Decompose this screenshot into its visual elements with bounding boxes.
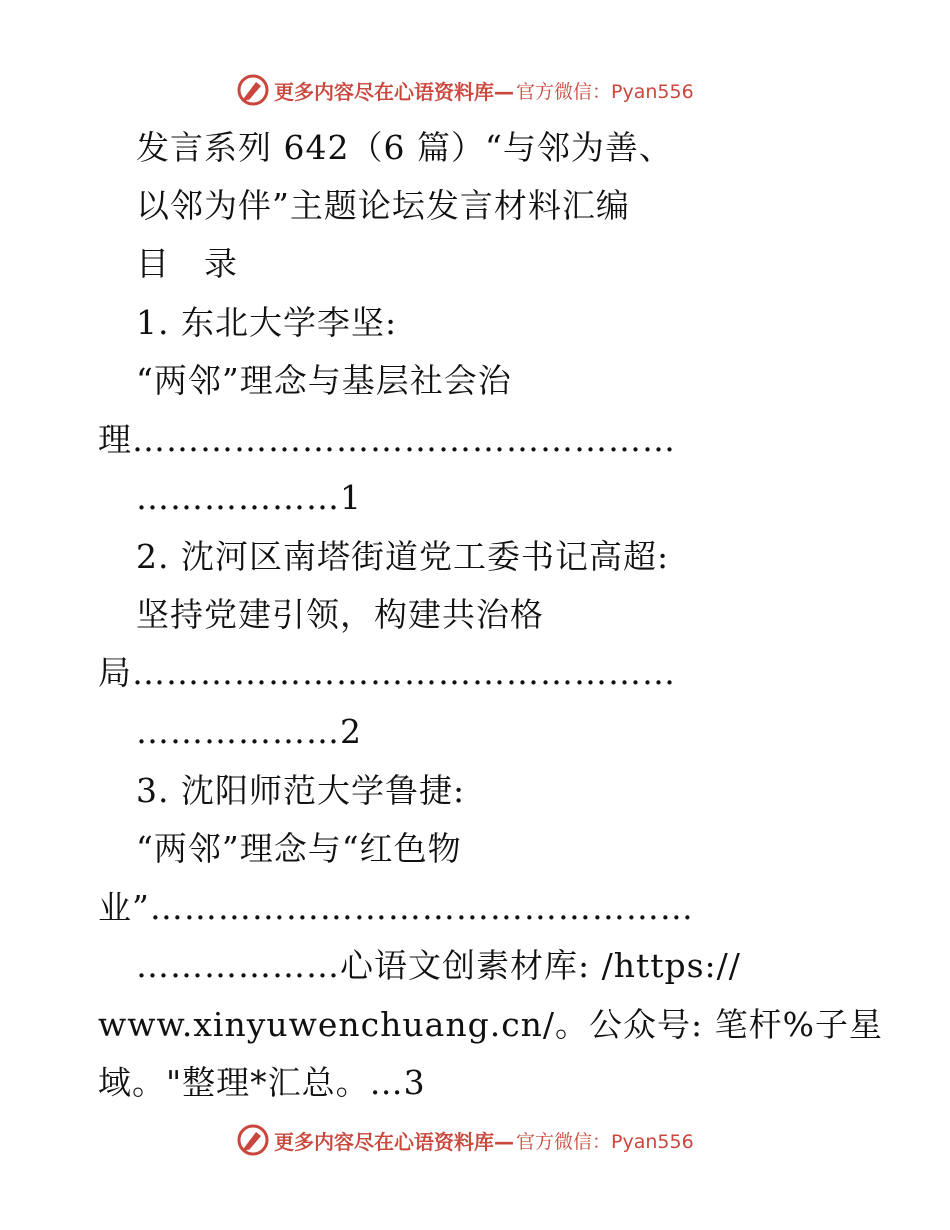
watermark-text: 更多内容尽在心语资料库— [274,1129,514,1154]
toc-item-2-heading: 2. 沈河区南塔街道党工委书记高超: [136,537,670,576]
doc-title-line-1: 发言系列 642（6 篇）“与邻为善、 [136,128,673,167]
toc-item-2-page: ………………2 [136,712,362,751]
pen-logo-icon [236,73,270,107]
toc-item-1-page: ………………1 [136,478,362,517]
toc-item-3-title: “两邻”理念与“红色物 [136,829,462,868]
pen-logo-icon [236,1123,270,1157]
toc-item-2-title-tail: 局………………………………………… [98,653,676,692]
toc-item-3-extra-1: www.xinyuwenchuang.cn/。公众号: 笔杆%子星 [98,1005,884,1044]
toc-item-1-title-tail: 理………………………………………… [98,420,676,459]
toc-item-1-title: “两邻”理念与基层社会治 [136,361,512,400]
watermark-contact: 官方微信：Pyan556 [516,80,694,103]
watermark-text: 更多内容尽在心语资料库— [274,79,514,104]
doc-title-line-2: 以邻为伴”主题论坛发言材料汇编 [136,186,630,225]
toc-item-3-title-tail: 业”………………………………………… [98,888,694,927]
toc-item-2-title: 坚持党建引领，构建共治格 [136,595,544,634]
toc-item-3-extra-2: 域。"整理*汇总。…3 [98,1063,426,1102]
watermark-contact: 官方微信：Pyan556 [516,1130,694,1153]
toc-item-3-page: ………………心语文创素材库: /https:// [136,946,741,985]
footer-watermark [236,1122,694,1158]
header-watermark [236,72,694,108]
toc-item-1-heading: 1. 东北大学李坚: [136,303,398,342]
toc-heading: 目 录 [136,244,238,283]
toc-item-3-heading: 3. 沈阳师范大学鲁捷: [136,771,466,810]
